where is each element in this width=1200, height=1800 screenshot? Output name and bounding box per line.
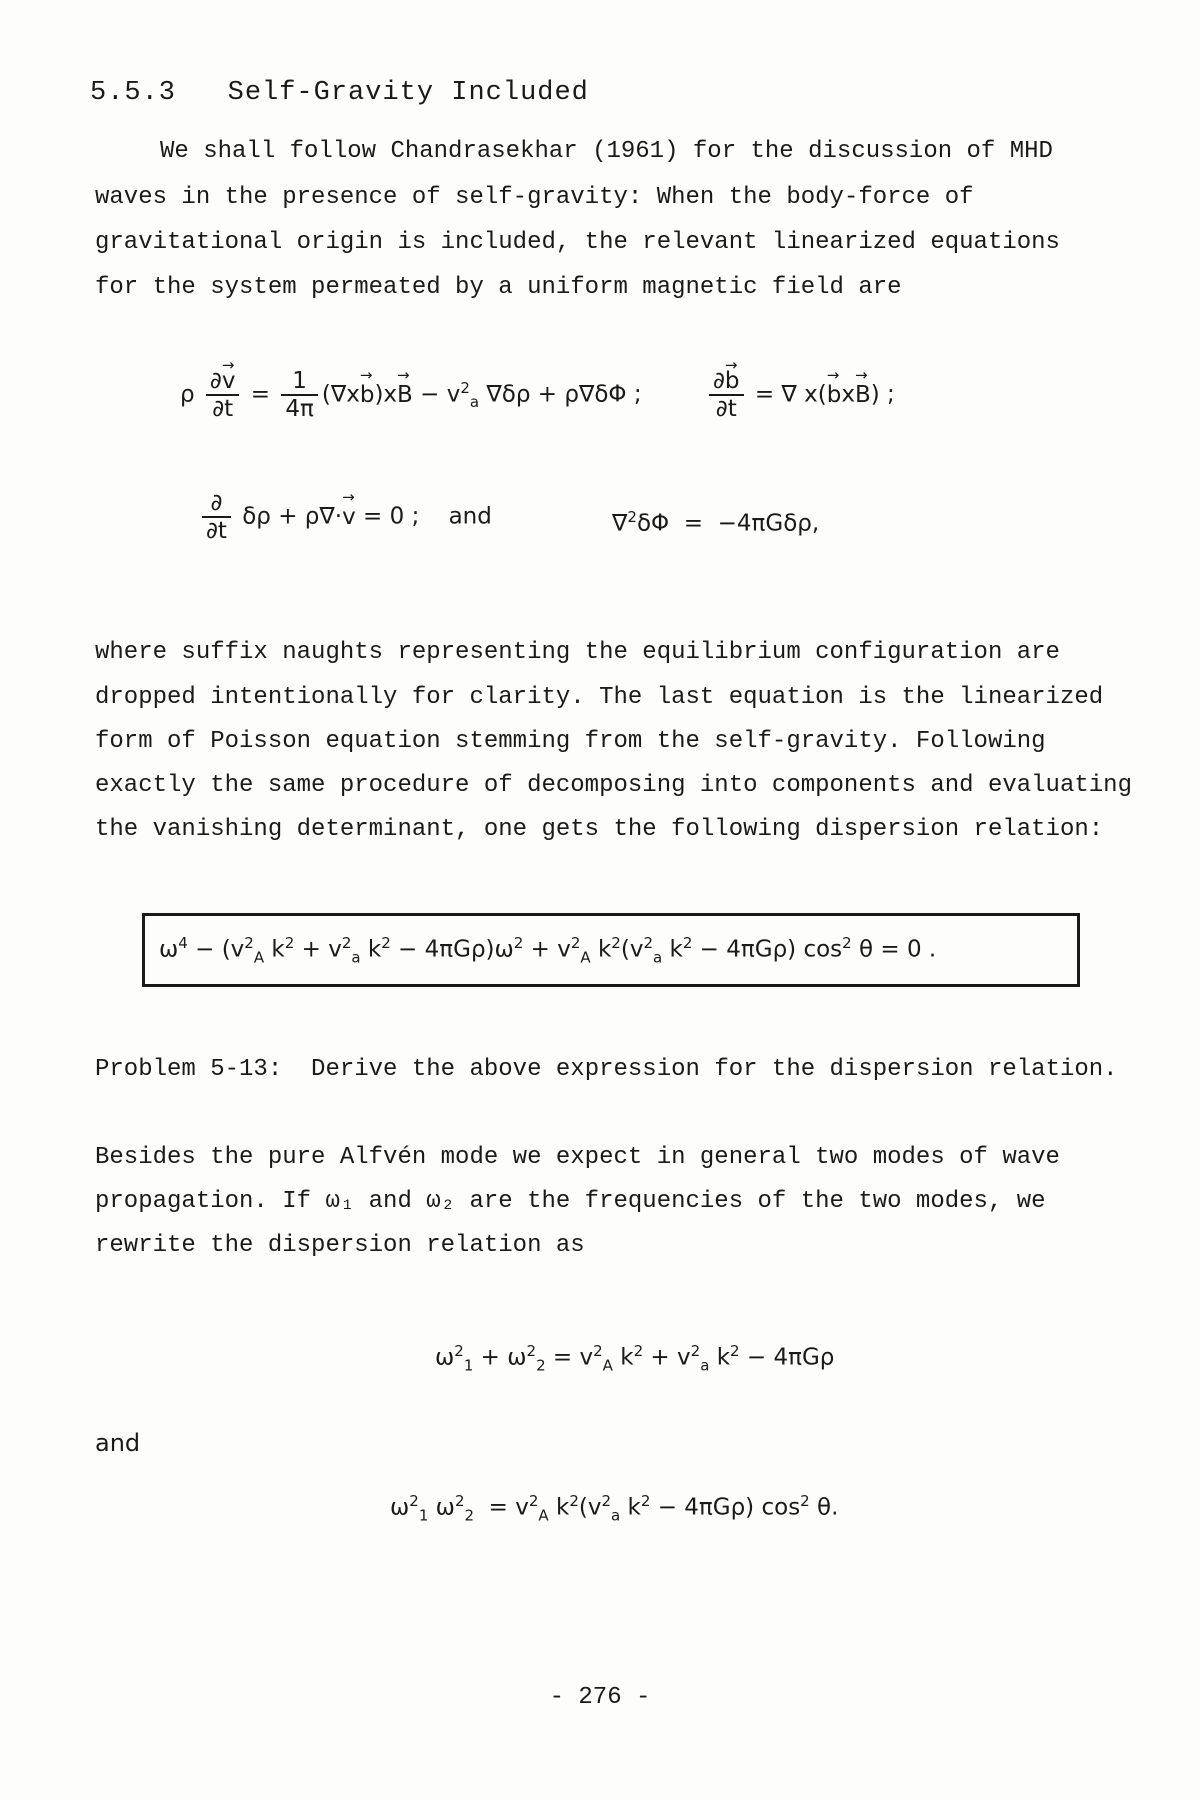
separator: ;	[633, 381, 642, 408]
separator: ;	[887, 381, 895, 408]
and-word: and	[448, 503, 492, 530]
dispersion-relation: $\omega^4 - (v^2_A$ $k^2 + v^2_a$ $k^2 - 4\pi G\rho)\omega^2 + v^2_A$ $k^2(v^2_a$ $k^2 - 4\pi G\rho$) $\cos^2 \theta = 0$ .	[159, 934, 937, 967]
product-equation: $\omega^2_1$ $\omega^2_2 = v^2_A$ $k^2(v^2_a$ $k^2 - 4\pi G\rho$) $\cos^2 \theta$.	[390, 1492, 839, 1525]
paragraph2-line-3: form of Poisson equation stemming from the self-gravity. Following	[95, 728, 1046, 755]
problem-statement	[95, 1055, 1118, 1085]
paragraph1-line-3: gravitational origin is included, the relevant linearized equations	[95, 229, 1060, 256]
problem-label: Problem 5-13:	[95, 1056, 283, 1083]
section-number: 5.5.3	[90, 78, 177, 108]
sum-of-squares-equation: $\omega^2_1 + \omega^2_2 = v^2_A$ $k^2 + v^2_a$ $k^2 - 4\pi G\rho$	[435, 1342, 835, 1375]
induction-equation: $\frac{\partial\to b}{\partial t}$ = ∇ x(→ bx→ B) ;	[705, 368, 895, 422]
separator: ;	[411, 503, 420, 530]
paragraph2-line-2: dropped intentionally for clarity. The last equation is the linearized	[95, 684, 1104, 711]
paragraph3-line-2: propagation. If ω₁ and ω₂ are the frequencies of the two modes, we	[95, 1188, 1046, 1215]
paragraph1-line-2: waves in the presence of self-gravity: When the body-force of	[95, 184, 974, 211]
poisson-equation: ∇$^2$δΦ = −4πGδρ,	[612, 508, 820, 537]
problem-text: Derive the above expression for the dispersion relation.	[311, 1056, 1118, 1083]
and-label: and	[95, 1429, 141, 1457]
paragraph2-line-5: the vanishing determinant, one gets the following dispersion relation:	[95, 816, 1104, 843]
page-number: - 276 -	[549, 1684, 651, 1711]
section-heading	[90, 78, 589, 108]
paragraph2-line-4: exactly the same procedure of decomposing into components and evaluating	[95, 772, 1132, 799]
paragraph1-line-4: for the system permeated by a uniform magnetic field are	[95, 274, 902, 301]
paragraph1-line-1: We shall follow Chandrasekhar (1961) for the discussion of MHD	[160, 138, 1053, 165]
continuity-equation: $\frac{\partial}{\partial t}$ δρ + ρ∇·→ v = 0 ; and	[198, 490, 492, 544]
paragraph3-line-3: rewrite the dispersion relation as	[95, 1232, 585, 1259]
momentum-equation: ρ $\frac{\partial\to v}{\partial t}$ = $\frac{1}{4\pi}$ $(\nabla x\to b)x\to B - v^2_a$ ∇δρ + ρ∇δΦ ;	[180, 368, 642, 422]
section-title: Self-Gravity Included	[227, 78, 589, 108]
paragraph2-line-1: where suffix naughts representing the equilibrium configuration are	[95, 639, 1060, 666]
paragraph3-line-1: Besides the pure Alfvén mode we expect in general two modes of wave	[95, 1144, 1060, 1171]
dispersion-relation-box	[142, 913, 1080, 987]
